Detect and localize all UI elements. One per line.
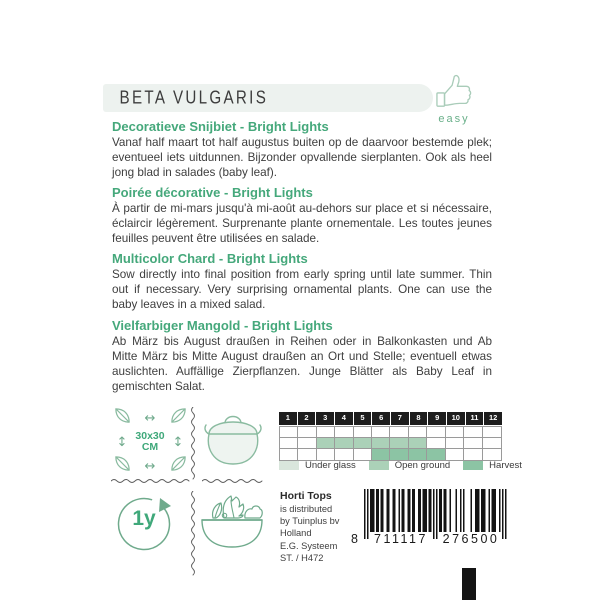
- calendar-month-cell: 1: [279, 412, 297, 425]
- calendar-row: [280, 438, 501, 449]
- barcode-digit-first: 8: [351, 532, 358, 546]
- calendar-cell: [446, 438, 464, 448]
- calendar-cell: [280, 438, 298, 448]
- calendar-cell: [427, 427, 445, 437]
- calendar-month-cell: 8: [410, 412, 428, 425]
- distributor-line: is distributed: [280, 504, 333, 514]
- difficulty-badge: [431, 74, 477, 125]
- calendar-cell: [464, 438, 482, 448]
- calendar-month-cell: 11: [466, 412, 484, 425]
- calendar-cell: [317, 427, 335, 437]
- difficulty-label: easy: [438, 113, 470, 125]
- vertical-divider: [190, 407, 197, 481]
- calendar-cell: [409, 449, 427, 460]
- calendar-month-row: [279, 412, 502, 425]
- section-french: [112, 185, 492, 247]
- legend-swatch: [279, 461, 299, 470]
- calendar-cell: [317, 449, 335, 460]
- section-body: À partir de mi-mars jusqu'à mi-août au-dehors sur place et si nécessaire, éclaircir légèrement. Surprenante plante ornementale. Les toutes jeunes feuilles peuvent être utilisées en salade.: [112, 202, 492, 245]
- calendar-month-cell: 9: [428, 412, 446, 425]
- legend-swatch: [463, 461, 483, 470]
- horizontal-arrow-icon: ↔: [144, 458, 156, 474]
- calendar-month-cell: 10: [447, 412, 465, 425]
- calendar-cell: [280, 427, 298, 437]
- wavy-divider: [111, 477, 191, 485]
- section-heading: Multicolor Chard - Bright Lights: [112, 251, 308, 266]
- legend-label: Under glass: [305, 460, 356, 471]
- calendar-month-cell: 5: [354, 412, 372, 425]
- section-body: Ab März bis August draußen in Reihen oder in Balkonkasten und Ab Mitte März bis Mitte August draußen an Ort und Stelle; eventuell etwas auslichten. Auffällige Zierpflanzen. Junge Blätter als Baby Leaf in gemischten Salat.: [112, 335, 492, 393]
- calendar-cell: [427, 449, 445, 460]
- legend-item: [463, 460, 522, 471]
- legend-item: [369, 460, 450, 471]
- legend-item: [279, 460, 356, 471]
- section-dutch: [112, 119, 492, 181]
- calendar-month-cell: 4: [335, 412, 353, 425]
- vertical-divider: [190, 491, 197, 581]
- leaf-icon: [113, 406, 132, 430]
- calendar-cell: [298, 438, 316, 448]
- vertical-arrow-icon: ↕: [172, 434, 184, 450]
- spacing-unit: CM: [141, 441, 159, 453]
- calendar-cell: [372, 427, 390, 437]
- calendar-cell: [464, 427, 482, 437]
- calendar-cell: [354, 438, 372, 448]
- calendar-cell: [464, 449, 482, 460]
- calendar-month-cell: 7: [391, 412, 409, 425]
- calendar-month-cell: 2: [298, 412, 316, 425]
- calendar-cell: [298, 427, 316, 437]
- barcode-digits-right: 276500: [442, 532, 500, 546]
- calendar-row: [280, 449, 501, 460]
- leaf-icon: [169, 454, 188, 478]
- calendar-cell: [372, 438, 390, 448]
- legend-swatch: [369, 461, 389, 470]
- horizontal-arrow-icon: ↔: [144, 410, 156, 426]
- calendar-cell: [335, 449, 353, 460]
- variety-banner: [103, 84, 433, 112]
- calendar-cell: [335, 438, 353, 448]
- calendar-cell: [354, 449, 372, 460]
- distributor-line: by Tuinplus bv: [280, 516, 340, 527]
- wavy-divider: [202, 477, 266, 485]
- calendar-grid-body: [279, 426, 502, 461]
- calendar-month-cell: 3: [316, 412, 334, 425]
- section-heading: Poirée décorative - Bright Lights: [112, 185, 313, 200]
- calendar-cell: [298, 449, 316, 460]
- thumbs-up-icon: [434, 97, 474, 114]
- distributor-line: E.G. Systeem: [280, 540, 338, 551]
- calendar-cell: [427, 438, 445, 448]
- distributor-line: Holland: [280, 528, 312, 539]
- cooking-pot-icon: [203, 409, 263, 480]
- calendar-cell: [280, 449, 298, 460]
- ean-barcode: [351, 489, 507, 549]
- spacing-distance: 30x30: [135, 430, 165, 442]
- calendar-cell: [390, 449, 408, 460]
- leaf-icon: [169, 406, 188, 430]
- distributor-name: Horti Tops: [280, 490, 332, 502]
- section-heading: Decoratieve Snijbiet - Bright Lights: [112, 119, 329, 134]
- vertical-arrow-icon: ↕: [116, 434, 128, 450]
- calendar-cell: [409, 438, 427, 448]
- section-english: [112, 251, 492, 313]
- section-body: Sow directly into final position from early spring until late summer. Thin out if necessary. Very surprising ornamental plants. One can use the baby leaves in a mixed salad.: [112, 268, 492, 311]
- calendar-cell: [446, 427, 464, 437]
- calendar-row: [280, 427, 501, 438]
- calendar-month-cell: 6: [372, 412, 390, 425]
- section-body: Vanaf half maart tot half augustus buiten op de daarvoor bestemde plek; eventueel iets uitdunnen. Bijzonder opvallende sierplanten. Ook als heel jong blad in salades (baby leaf).: [112, 136, 492, 179]
- distributor-line: ST. / H472: [280, 552, 324, 563]
- salad-bowl-icon: [199, 491, 265, 558]
- calendar-cell: [390, 427, 408, 437]
- packet-edge-mark: [462, 568, 476, 600]
- sowing-calendar: [279, 412, 502, 461]
- calendar-cell: [372, 449, 390, 460]
- calendar-cell: [335, 427, 353, 437]
- distributor-info: [280, 490, 352, 564]
- calendar-cell: [483, 449, 501, 460]
- calendar-legend: [279, 460, 522, 471]
- seed-lifespan-badge: [114, 493, 178, 553]
- legend-label: Open ground: [394, 460, 451, 471]
- calendar-cell: [390, 438, 408, 448]
- calendar-cell: [446, 449, 464, 460]
- calendar-cell: [354, 427, 372, 437]
- legend-label: Harvest: [489, 460, 522, 471]
- barcode-digits-left: 711117: [374, 532, 428, 546]
- section-heading: Vielfarbiger Mangold - Bright Lights: [112, 318, 333, 333]
- calendar-cell: [483, 427, 501, 437]
- spacing-value: [135, 431, 164, 453]
- calendar-cell: [483, 438, 501, 448]
- section-german: [112, 318, 492, 395]
- leaf-icon: [113, 454, 132, 478]
- variety-title: BETA VULGARIS: [119, 87, 269, 109]
- lifespan-label: 1y: [132, 507, 156, 530]
- calendar-cell: [409, 427, 427, 437]
- calendar-cell: [317, 438, 335, 448]
- plant-spacing-diagram: [111, 407, 189, 477]
- calendar-month-cell: 12: [484, 412, 502, 425]
